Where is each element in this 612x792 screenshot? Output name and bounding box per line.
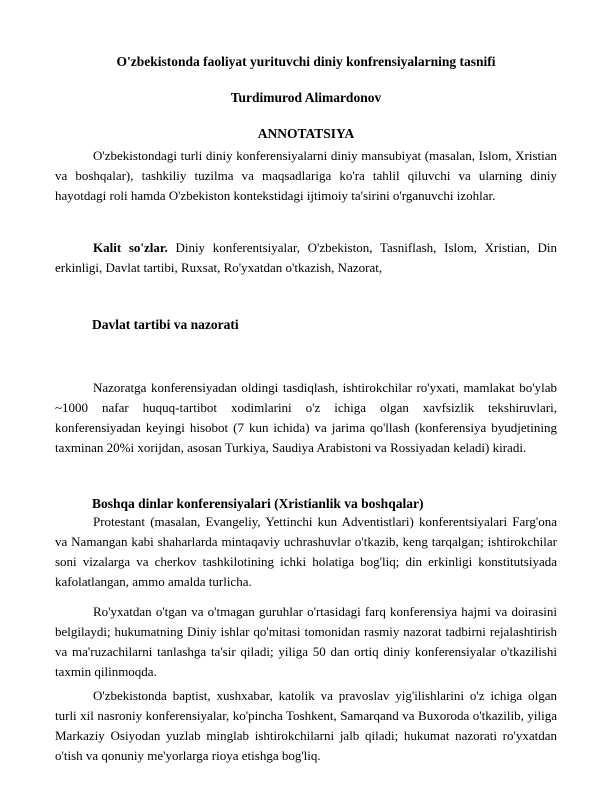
section-paragraph: Protestant (masalan, Evangeliy, Yettinchi kun Adventistlari) konferentsiyalari Farg'ona va Namangan kabi shaharlarda mintaqaviy uchrashuvlar o'tkazib, keng tarqalgan; ishtirokchilar soni vizalarga va cherkov tashkilotining ichki holatiga bog'liq; din erkinligi konstitutsiyada kafolatlangan, ammo amalda turlicha. <box>55 514 557 589</box>
section-paragraph: Ro'yxatdan o'tgan va o'tmagan guruhlar o'rtasidagi farq konferensiya hajmi va doirasini belgilaydi; hukumatning Diniy ishlar qo'mitasi tomonidan rasmiy nazorat tadbirni rejalashtirish va ma'ruzachilarni tanlashga ta'sir qiladi; yiliga 50 dan ortiq diniy konferensiyalar o'tkazilishi taxmin qilinmoqda. <box>55 604 557 679</box>
paper-title: O'zbekistonda faoliyat yurituvchi diniy konfrensiyalarning tasnifi <box>116 54 496 69</box>
keywords-paragraph <box>55 238 557 278</box>
section-heading-state-control: Davlat tartibi va nazorati <box>92 317 239 332</box>
keywords-text: Diniy konferentsiyalar, O'zbekiston, Tasniflash, Islom, Xristian, Din erkinligi, Davlat tartibi, Ruxsat, Ro'yxatdan o'tkazish, Nazorat, <box>55 240 558 275</box>
section-heading-other-religions: Boshqa dinlar konferensiyalari (Xristianlik va boshqalar) <box>92 496 424 511</box>
section-paragraph: O'zbekistonda baptist, xushxabar, katolik va pravoslav yig'ilishlarini o'z ichiga olgan turli xil nasroniy konferensiyalar, ko'pincha Toshkent, Samarqand va Buxoroda o'tkazilib, yiliga Markaziy Osiyodan yuzlab minglab ishtirokchilarni jalb qiladi; hukumat nazorati ro'yxatdan o'tish va qonuniy me'yorlarga rioya etishga bog'liq. <box>55 688 557 763</box>
abstract-heading: ANNOTATSIYA <box>257 126 355 141</box>
keywords-label: Kalit so'zlar. <box>93 240 168 255</box>
paper-author: Turdimurod Alimardonov <box>230 90 382 105</box>
abstract-text: O'zbekistondagi turli diniy konferensiyalarni diniy mansubiyat (masalan, Islom, Xristian va boshqalar), tashkiliy tuzilma va maqsadlariga ko'ra tahlil qiluvchi va ularning diniy hayotdagi roli hamda O'zbekiston kontekstidagi ijtimoiy ta'sirini o'rganuvchi izohlar. <box>55 148 557 203</box>
section-paragraph: Nazoratga konferensiyadan oldingi tasdiqlash, ishtirokchilar ro'yxati, mamlakat bo'ylab ~1000 nafar huquq-tartibot xodimlarini o'z ichiga olgan xavfsizlik tekshiruvlari, konferensiyadan keyingi hisobot (7 kun ichida) va jarima qo'llash (konferensiya byudjetining taxminan 20%i xorijdan, asosan Turkiya, Saudiya Arabistoni va Rossiyadan keladi) kiradi. <box>55 380 557 455</box>
